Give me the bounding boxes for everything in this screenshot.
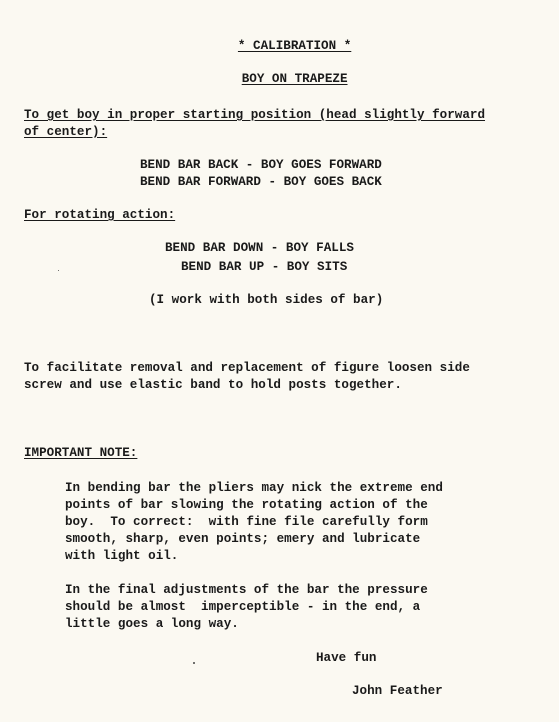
bend-back-instruction: BEND BAR BACK - BOY GOES FORWARD <box>140 158 382 172</box>
bend-forward-instruction: BEND BAR FORWARD - BOY GOES BACK <box>140 175 382 189</box>
title-text: * CALIBRATION * <box>237 39 352 53</box>
paper-speck <box>58 270 59 271</box>
paper-speck <box>193 662 195 664</box>
subtitle-text: BOY ON TRAPEZE <box>241 72 348 86</box>
important-para1-line2: points of bar slowing the rotating action of the <box>65 498 428 512</box>
starting-position-heading-line1: To get boy in proper starting position (head slightly forward <box>24 108 486 122</box>
sign-off: Have fun <box>316 651 377 665</box>
important-para2-line2: should be almost imperceptible - in the end, a <box>65 600 421 614</box>
important-para2-line1: In the final adjustments of the bar the pressure <box>65 583 428 597</box>
removal-text-line1: To facilitate removal and replacement of figure loosen side <box>24 361 470 375</box>
both-sides-note: (I work with both sides of bar) <box>149 293 384 307</box>
bend-down-instruction: BEND BAR DOWN - BOY FALLS <box>165 241 354 255</box>
starting-position-heading-line2: of center): <box>24 125 108 139</box>
important-para1-line4: smooth, sharp, even points; emery and lubricate <box>65 532 421 546</box>
important-para1-line5: with light oil. <box>65 549 179 563</box>
rotating-heading: For rotating action: <box>24 208 176 222</box>
important-para1-line3: boy. To correct: with fine file carefully form <box>65 515 428 529</box>
bend-up-instruction: BEND BAR UP - BOY SITS <box>181 260 348 274</box>
important-para2-line3: little goes a long way. <box>65 617 239 631</box>
important-para1-line1: In bending bar the pliers may nick the extreme end <box>65 481 443 495</box>
removal-text-line2: screw and use elastic band to hold posts together. <box>24 378 402 392</box>
important-note-heading: IMPORTANT NOTE: <box>24 446 138 460</box>
document-subtitle <box>0 55 559 103</box>
signature: John Feather <box>352 684 443 698</box>
